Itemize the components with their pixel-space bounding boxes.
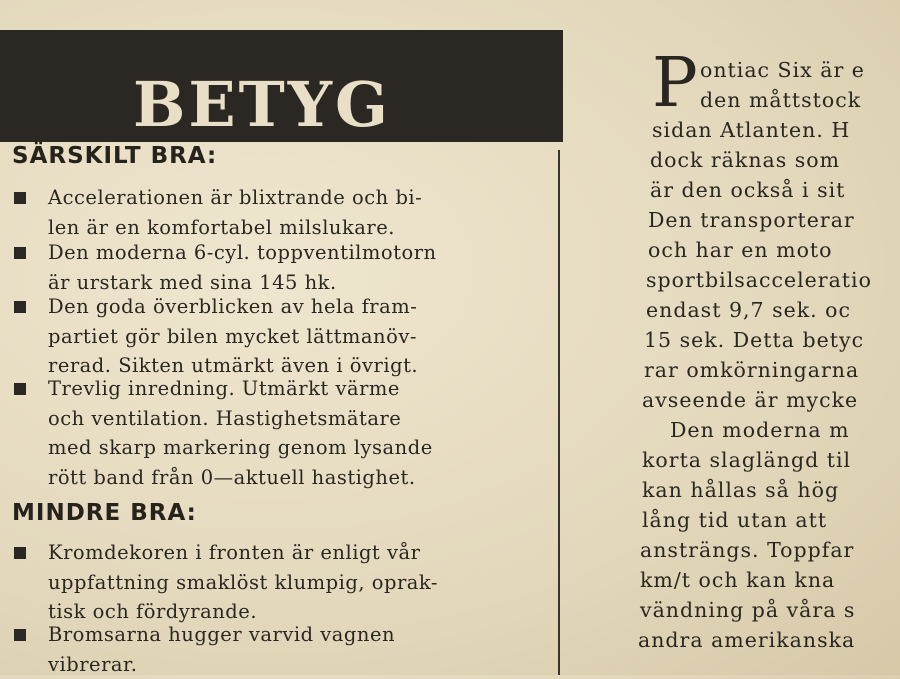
- item-line: tisk och fördyrande.: [48, 597, 534, 627]
- good-heading: SÄRSKILT BRA:: [12, 143, 217, 169]
- item-line: Den moderna 6-cyl. toppventilmotorn: [48, 238, 534, 268]
- article-line: sidan Atlanten. H: [652, 118, 850, 142]
- drop-cap: P: [652, 50, 698, 118]
- bad-item: [14, 538, 534, 627]
- article-line: Den transporterar: [648, 208, 855, 232]
- item-line: Kromdekoren i fronten är enligt vår: [48, 538, 534, 568]
- bullet-icon: [14, 547, 26, 559]
- good-item: [14, 183, 534, 242]
- item-line: rött band från 0—aktuell hastighet.: [48, 463, 534, 493]
- banner-title: BETYG: [133, 74, 391, 136]
- item-line: uppfattning smaklöst klumpig, oprak-: [48, 568, 534, 598]
- bullet-icon: [14, 301, 26, 313]
- item-line: och ventilation. Hastighetsmätare: [48, 404, 534, 434]
- item-line: med skarp markering genom lysande: [48, 433, 534, 463]
- betyg-banner: [0, 30, 563, 142]
- bad-heading: MINDRE BRA:: [12, 500, 197, 526]
- article-line: dock räknas som: [650, 148, 840, 172]
- article-line: sportbilsacceleratio: [646, 268, 872, 292]
- article-line: 15 sek. Detta betyc: [644, 328, 864, 352]
- article-line: Den moderna m: [670, 418, 850, 442]
- article-line: ontiac Six är e: [700, 58, 865, 82]
- article-line: andra amerikanska: [638, 628, 855, 652]
- article-line: den måttstock: [700, 88, 861, 112]
- bullet-icon: [14, 192, 26, 204]
- article-line: korta slaglängd til: [642, 448, 851, 472]
- column-divider: [558, 150, 560, 675]
- article-line: kan hållas så hög: [642, 478, 839, 502]
- item-line: Bromsarna hugger varvid vagnen: [48, 620, 534, 650]
- bullet-icon: [14, 383, 26, 395]
- item-line: Accelerationen är blixtrande och bi-: [48, 183, 534, 213]
- item-line: Trevlig inredning. Utmärkt värme: [48, 374, 534, 404]
- bad-item: [14, 620, 534, 679]
- article-line: endast 9,7 sek. oc: [646, 298, 851, 322]
- item-line: vibrerar.: [48, 650, 534, 679]
- article-line: ansträngs. Toppfar: [640, 538, 854, 562]
- article-line: rar omkörningarna: [644, 358, 859, 382]
- good-item: [14, 292, 534, 381]
- item-line: rerad. Sikten utmärkt även i övrigt.: [48, 351, 534, 381]
- article-line: km/t och kan kna: [640, 568, 835, 592]
- good-item: [14, 238, 534, 297]
- good-item: [14, 374, 534, 492]
- article-column: [620, 0, 900, 675]
- item-line: partiet gör bilen mycket lättmanöv-: [48, 322, 534, 352]
- item-line: len är en komfortabel milslukare.: [48, 213, 534, 243]
- article-line: och har en moto: [648, 238, 833, 262]
- article-line: lång tid utan att: [642, 508, 827, 532]
- article-line: vändning på våra s: [640, 598, 855, 622]
- article-line: är den också i sit: [650, 178, 845, 202]
- item-line: är urstark med sina 145 hk.: [48, 268, 534, 298]
- bullet-icon: [14, 629, 26, 641]
- item-line: Den goda överblicken av hela fram-: [48, 292, 534, 322]
- article-line: avseende är mycke: [642, 388, 858, 412]
- bullet-icon: [14, 247, 26, 259]
